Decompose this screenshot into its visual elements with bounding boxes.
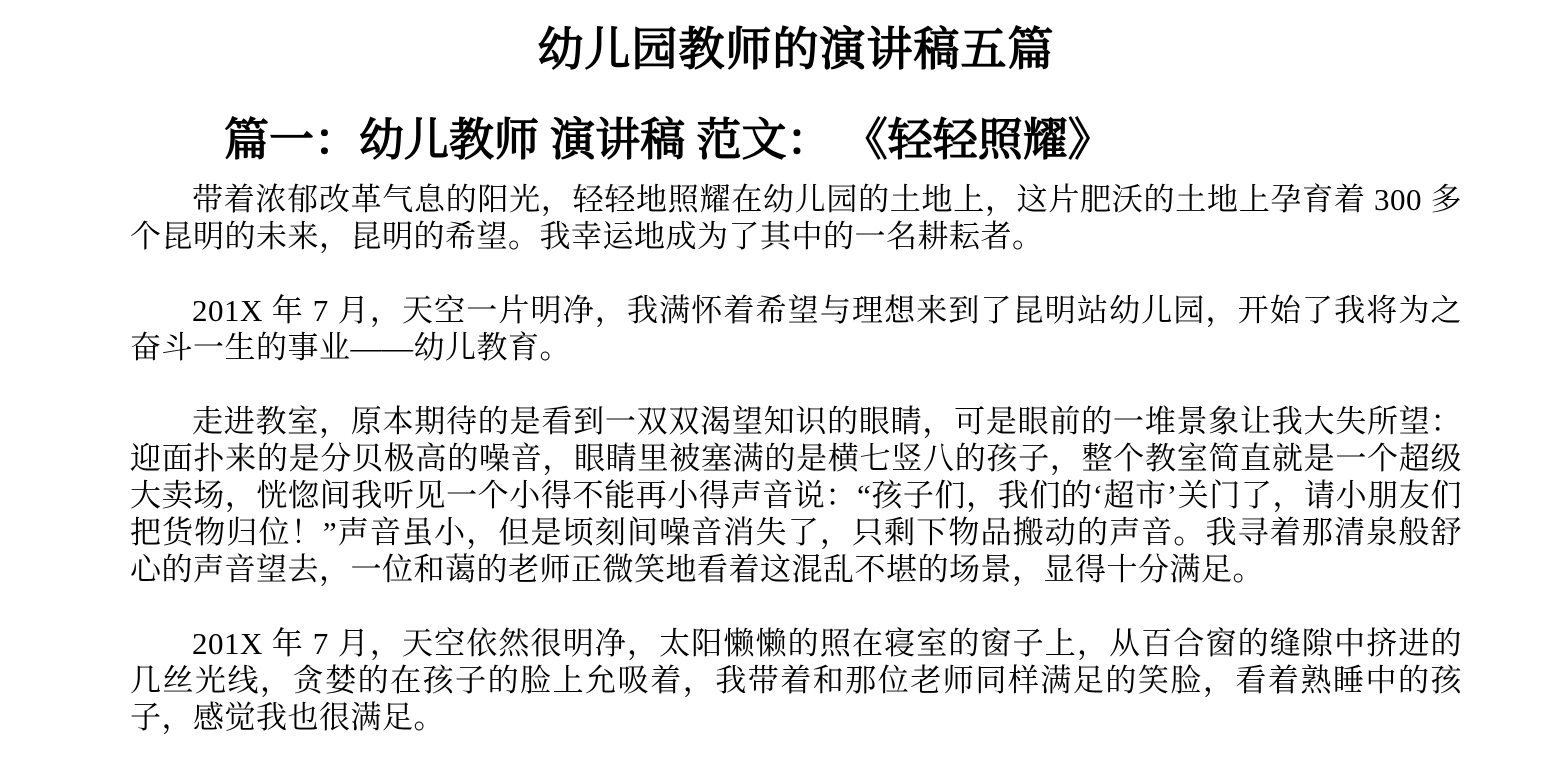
paragraph: 带着浓郁改革气息的阳光，轻轻地照耀在幼儿园的土地上，这片肥沃的土地上孕育着 300 多个昆明的未来，昆明的希望。我幸运地成为了其中的一名耕耘者。: [130, 182, 1462, 255]
paragraph: 201X 年 7 月，天空依然很明净，太阳懒懒的照在寝室的窗子上，从百合窗的缝隙中挤进的几丝光线，贪婪的在孩子的脸上允吸着，我带着和那位老师同样满足的笑脸，看着熟睡中的孩子，感觉我也很满足。: [130, 626, 1462, 736]
document-body: [130, 181, 1462, 736]
paragraph: 201X 年 7 月，天空一片明净，我满怀着希望与理想来到了昆明站幼儿园，开始了我将为之奋斗一生的事业——幼儿教育。: [130, 293, 1462, 366]
section-heading: 篇一：幼儿教师 演讲稿 范文： 《轻轻照耀》: [224, 115, 1113, 166]
paragraph: 走进教室，原本期待的是看到一双双渴望知识的眼睛，可是眼前的一堆景象让我大失所望：迎面扑来的是分贝极高的噪音，眼睛里被塞满的是横七竖八的孩子，整个教室简直就是一个超级大卖场，恍惚间我听见一个小得不能再小得声音说：“孩子们，我们的‘超市’关门了，请小朋友们把货物归位！”声音虽小，但是顷刻间噪音消失了，只剩下物品搬动的声音。我寻着那清泉般舒心的声音望去，一位和蔼的老师正微笑地看着这混乱不堪的场景，显得十分满足。: [130, 404, 1462, 588]
document-title: 幼儿园教师的演讲稿五篇: [537, 24, 1055, 75]
